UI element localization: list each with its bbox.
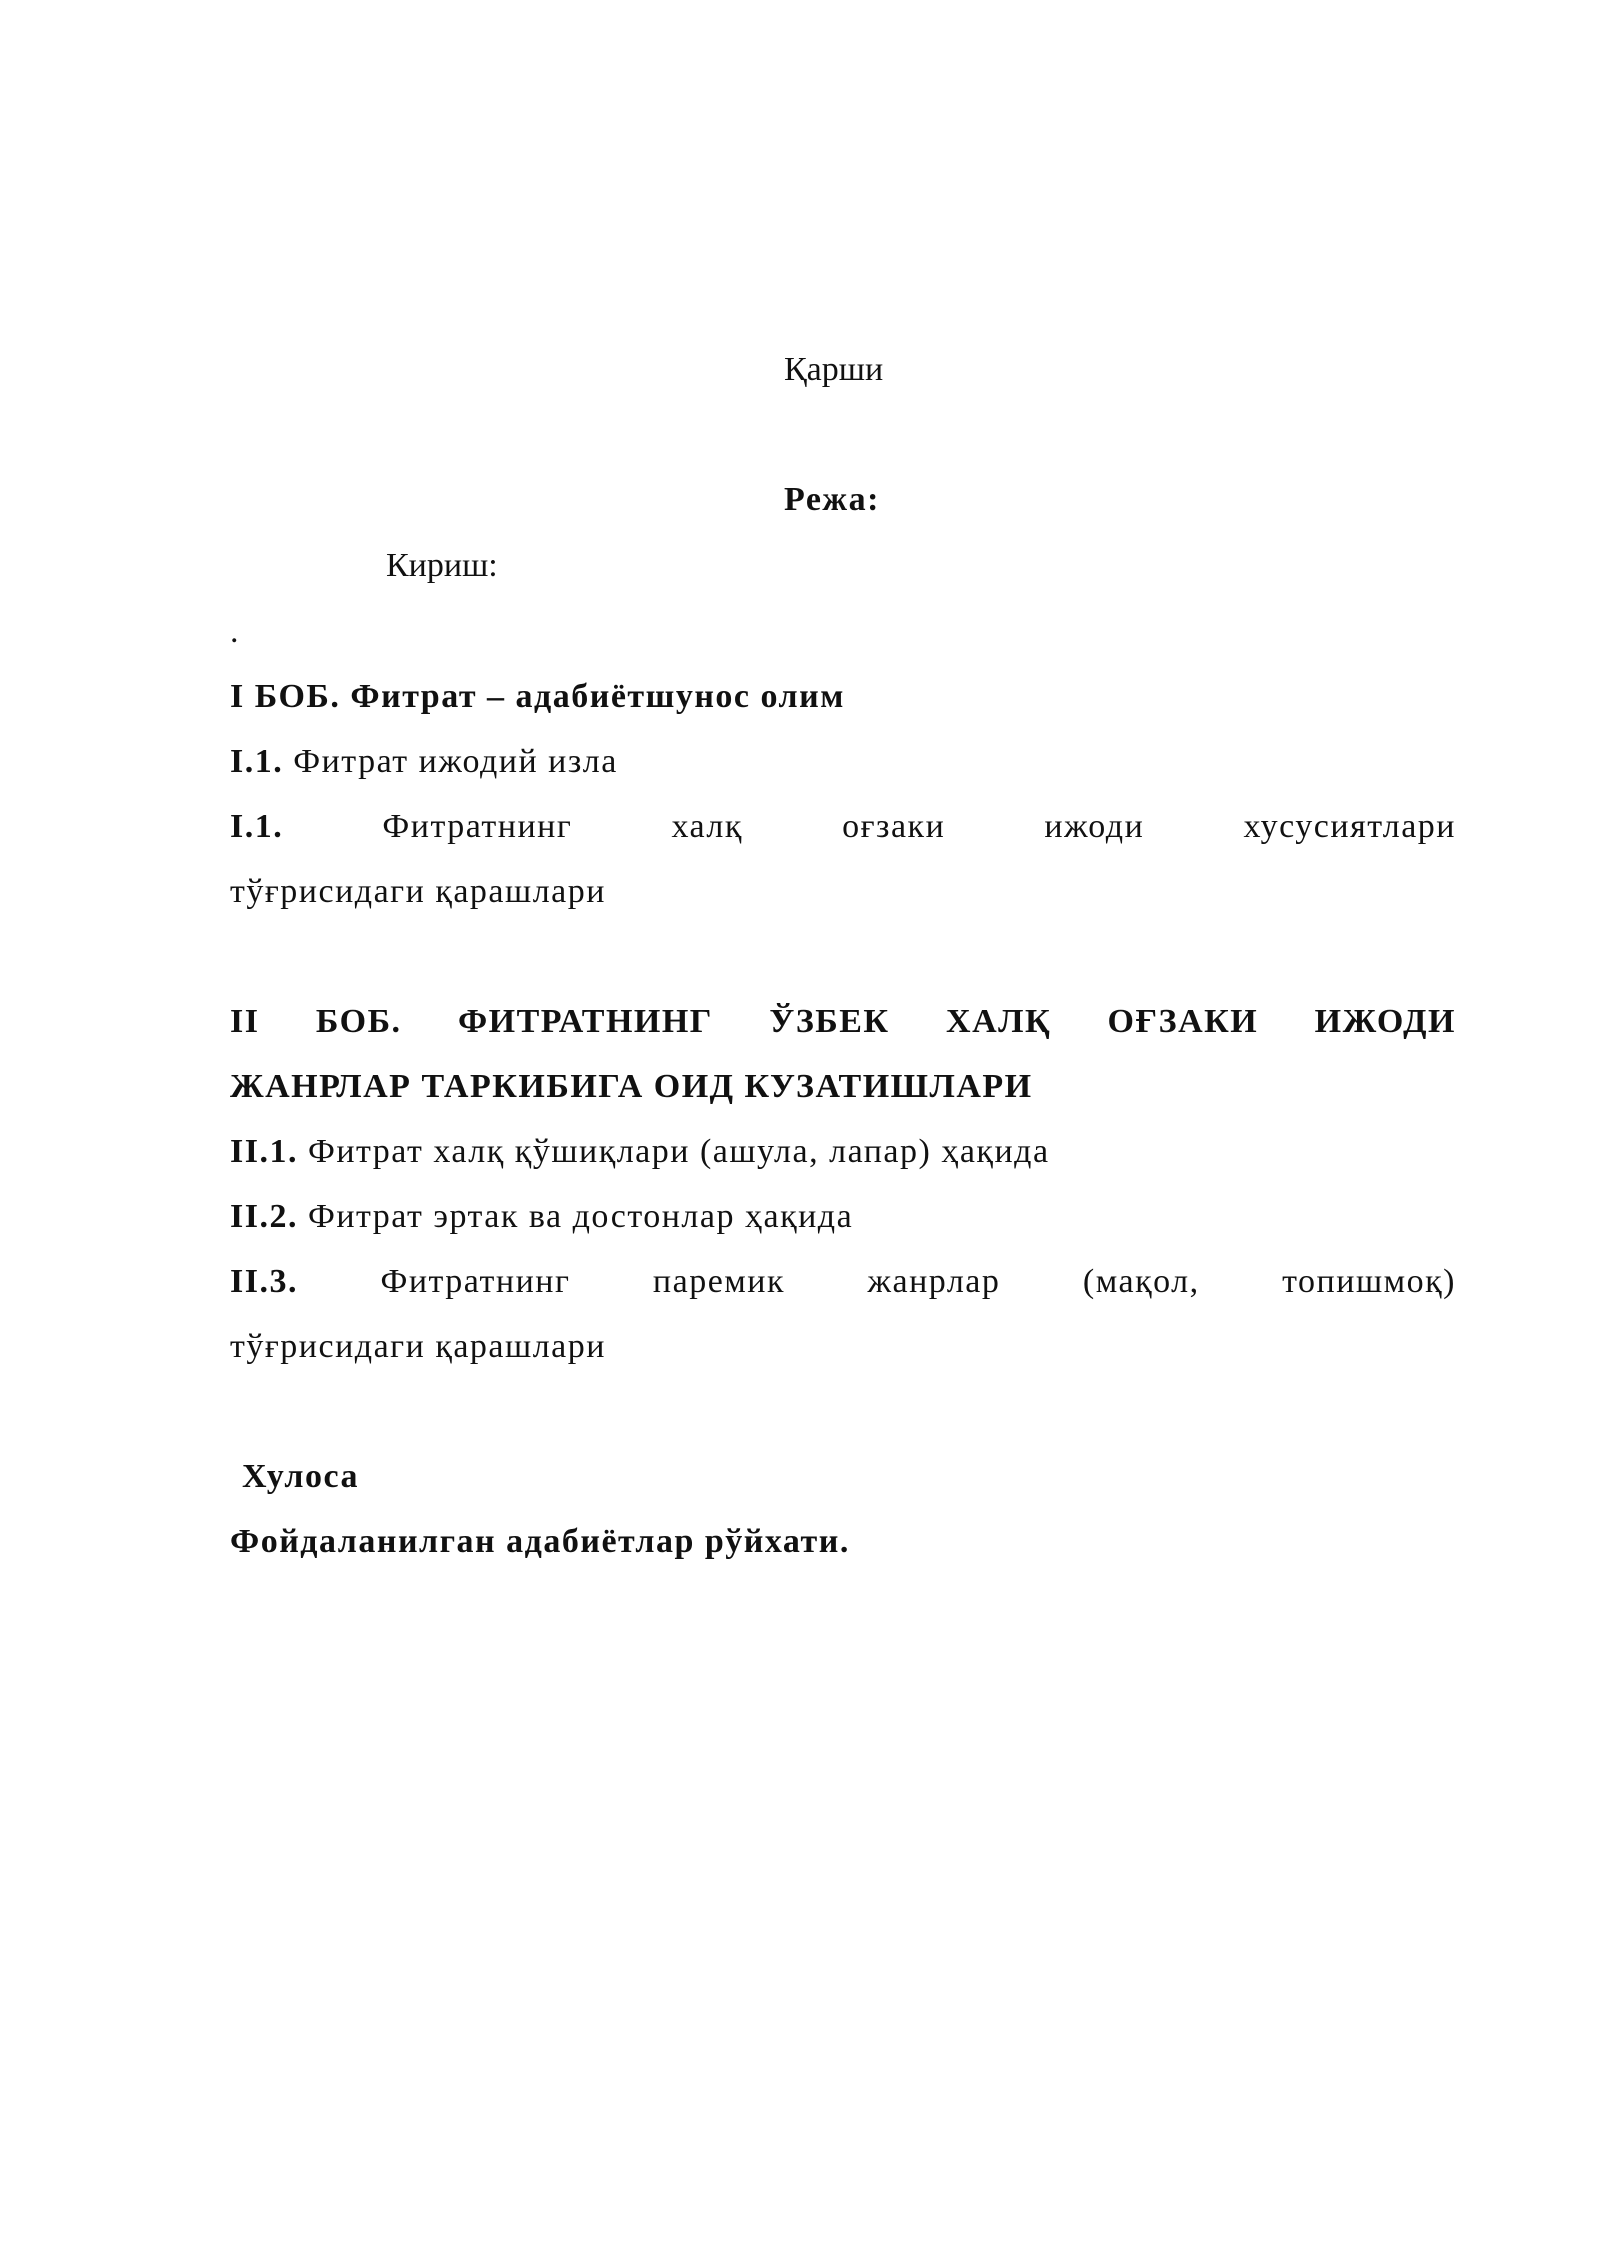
chapter-2-title-word: ИЖОДИ — [1314, 1003, 1456, 1040]
conclusion-heading: Хулоса — [242, 1458, 359, 1495]
chapter-2-title — [230, 1002, 1456, 1042]
chapter-2-item-2-number: II.2. — [230, 1198, 298, 1235]
chapter-1-item-1-number: I.1. — [230, 743, 284, 780]
chapter-2-title-continuation: ЖАНРЛАР ТАРКИБИГА ОИД КУЗАТИШЛАРИ — [230, 1068, 1033, 1105]
chapter-1-item-1 — [230, 742, 618, 782]
chapter-2-title-word: ЎЗБЕК — [769, 1003, 890, 1040]
chapter-1-item-2 — [230, 807, 1456, 847]
chapter-2-item-1 — [230, 1132, 1050, 1172]
chapter-2-item-3-continuation: тўғрисидаги қарашлари — [230, 1328, 606, 1365]
references-heading: Фойдаланилган адабиётлар рўйхати. — [230, 1523, 850, 1560]
chapter-1-item-2-word: оғзаки — [842, 808, 946, 845]
chapter-2-item-3-word: (мақол, — [1082, 1263, 1200, 1300]
city-name: Қарши — [784, 351, 884, 388]
chapter-2-item-3 — [230, 1262, 1456, 1302]
chapter-2-item-2 — [230, 1197, 853, 1237]
chapter-2-item-2-text: Фитрат эртак ва достонлар ҳақида — [307, 1198, 854, 1235]
chapter-1-item-2-continuation: тўғрисидаги қарашлари — [230, 873, 606, 910]
chapter-2-title-word: ОҒЗАКИ — [1107, 1003, 1259, 1040]
chapter-2-title-word: БОБ. — [315, 1003, 402, 1040]
chapter-1-item-2-word: ижоди — [1044, 808, 1145, 845]
chapter-2-item-3-word: Фитратнинг — [380, 1263, 571, 1300]
chapter-2-title-word: II — [230, 1003, 260, 1040]
chapter-2-item-1-text: Фитрат халқ қўшиқлари (ашула, лапар) ҳақида — [307, 1133, 1050, 1170]
chapter-1-item-2-word: Фитратнинг — [382, 808, 573, 845]
chapter-1-item-2-word: халқ — [671, 808, 743, 845]
chapter-2-title-word: ХАЛҚ — [946, 1003, 1052, 1040]
chapter-2-item-3-word: жанрлар — [867, 1263, 1001, 1300]
chapter-1-item-1-text: Фитрат ижодий изла — [293, 743, 618, 780]
intro-heading: Кириш: — [386, 547, 498, 584]
plan-title: Режа: — [784, 481, 880, 518]
chapter-2-item-1-number: II.1. — [230, 1133, 298, 1170]
chapter-2-item-3-number: II.3. — [230, 1263, 298, 1300]
chapter-2-title-word: ФИТРАТНИНГ — [457, 1003, 713, 1040]
stray-dot: . — [230, 613, 239, 650]
chapter-2-item-3-word: паремик — [652, 1263, 786, 1300]
chapter-2-item-3-word: топишмоқ) — [1282, 1263, 1456, 1300]
chapter-1-title: I БОБ. Фитрат – адабиётшунос олим — [230, 678, 845, 715]
chapter-1-item-2-number: I.1. — [230, 808, 284, 845]
chapter-1-item-2-word: хусусиятлари — [1243, 808, 1456, 845]
